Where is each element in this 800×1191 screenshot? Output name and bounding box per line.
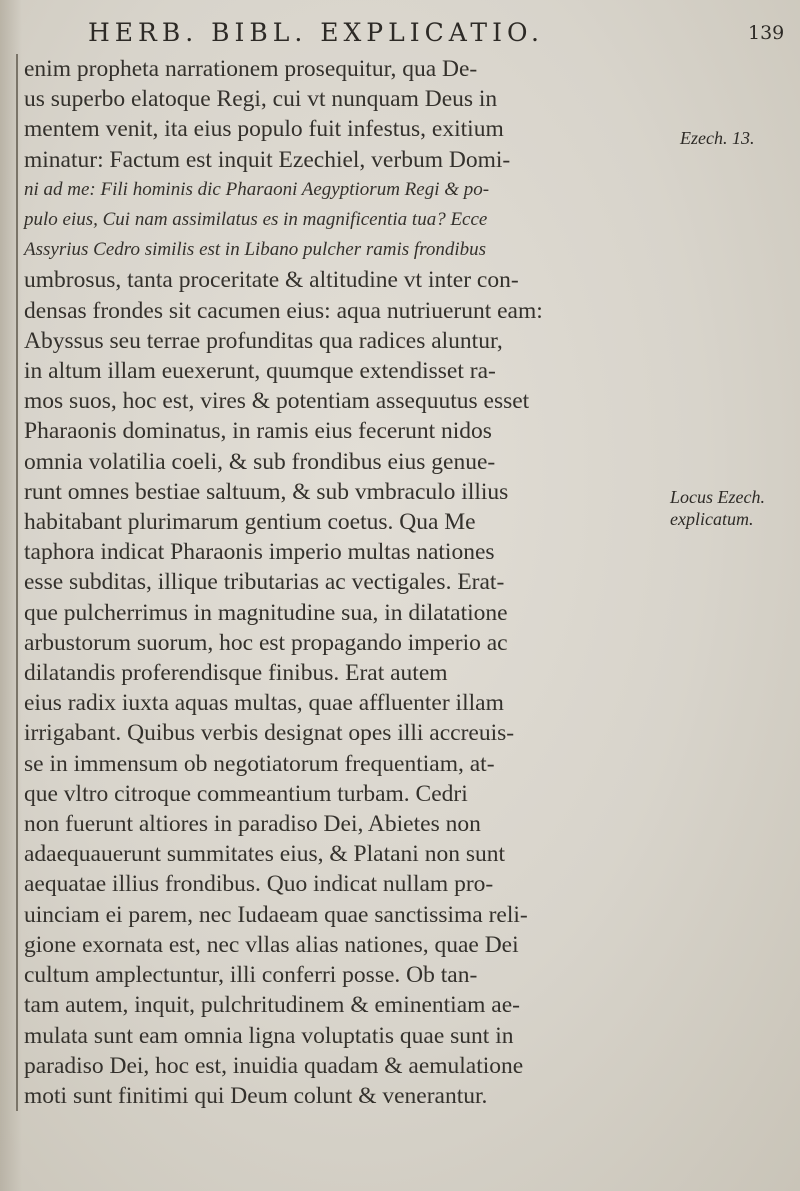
text-line: non fuerunt altiores in paradiso Dei, Abietes non bbox=[24, 811, 481, 838]
text-line: aequatae illius frondibus. Quo indicat nullam pro- bbox=[24, 871, 494, 898]
margin-note-line: Locus Ezech. bbox=[670, 487, 765, 507]
main-text-block bbox=[16, 54, 664, 1111]
text-line: omnia volatilia coeli, & sub frondibus eius genue- bbox=[24, 448, 496, 475]
page-header bbox=[0, 12, 800, 52]
text-line: umbrosus, tanta proceritate & altitudine vt inter con- bbox=[24, 267, 519, 294]
text-line: se in immensum ob negotiatorum frequentiam, at- bbox=[24, 750, 495, 777]
margin-reference: Ezech. 13. bbox=[680, 128, 755, 148]
margin-note-explicatum bbox=[670, 486, 765, 530]
text-line: enim propheta narrationem prosequitur, qua De- bbox=[24, 56, 478, 82]
text-line: habitabant plurimarum gentium coetus. Qua Me bbox=[24, 509, 476, 536]
text-line: uinciam ei parem, nec Iudaeam quae sanctissima reli- bbox=[24, 901, 528, 928]
text-line: pulo eius, Cui nam assimilatus es in magnificentia tua? Ecce bbox=[24, 209, 488, 231]
text-line: que vltro citroque commeantium turbam. Cedri bbox=[24, 780, 468, 807]
text-line: taphora indicat Pharaonis imperio multas nationes bbox=[24, 539, 495, 566]
text-line: minatur: Factum est inquit Ezechiel, verbum Domi- bbox=[24, 146, 511, 173]
text-line: arbustorum suorum, hoc est propagando imperio ac bbox=[24, 629, 508, 656]
text-line: gione exornata est, nec vllas alias nationes, quae Dei bbox=[24, 931, 519, 958]
text-line: eius radix iuxta aquas multas, quae affluenter illam bbox=[24, 690, 504, 717]
text-line: mos suos, hoc est, vires & potentiam assequutus esset bbox=[24, 388, 530, 415]
text-line: adaequauerunt summitates eius, & Platani non sunt bbox=[24, 841, 506, 868]
running-title: HERB. BIBL. EXPLICATIO. bbox=[88, 18, 544, 47]
text-line: us superbo elatoque Regi, cui vt nunquam Deus in bbox=[24, 86, 498, 113]
page-number: 139 bbox=[748, 22, 785, 44]
text-line: cultum amplectuntur, illi conferri posse. Ob tan- bbox=[24, 962, 478, 989]
margin-note-line: explicatum. bbox=[670, 509, 754, 529]
text-line: tam autem, inquit, pulchritudinem & eminentiam ae- bbox=[24, 992, 520, 1019]
text-line: Pharaonis dominatus, in ramis eius fecerunt nidos bbox=[24, 418, 492, 445]
text-line: moti sunt finitimi qui Deum colunt & venerantur. bbox=[24, 1082, 488, 1109]
text-line: ni ad me: Fili hominis dic Pharaoni Aegyptiorum Regi & po- bbox=[24, 178, 490, 200]
text-line: dilatandis proferendisque finibus. Erat autem bbox=[24, 660, 448, 687]
text-line: irrigabant. Quibus verbis designat opes illi accreuis- bbox=[24, 720, 515, 747]
text-line: paradiso Dei, hoc est, inuidia quadam & aemulatione bbox=[24, 1052, 524, 1079]
text-line: runt omnes bestiae saltuum, & sub vmbraculo illius bbox=[24, 478, 509, 505]
text-line: mentem venit, ita eius populo fuit infestus, exitium bbox=[24, 116, 504, 143]
text-line: in altum illam euexerunt, quumque extendisset ra- bbox=[24, 358, 496, 385]
text-line: Abyssus seu terrae profunditas qua radices aluntur, bbox=[24, 327, 503, 354]
text-line: Assyrius Cedro similis est in Libano pulcher ramis frondibus bbox=[24, 239, 487, 261]
text-line: mulata sunt eam omnia ligna voluptatis quae sunt in bbox=[24, 1022, 514, 1049]
text-line: que pulcherrimus in magnitudine sua, in dilatatione bbox=[24, 599, 508, 626]
text-line: esse subditas, illique tributarias ac vectigales. Erat- bbox=[24, 569, 505, 596]
text-line: densas frondes sit cacumen eius: aqua nutriuerunt eam: bbox=[24, 297, 543, 324]
